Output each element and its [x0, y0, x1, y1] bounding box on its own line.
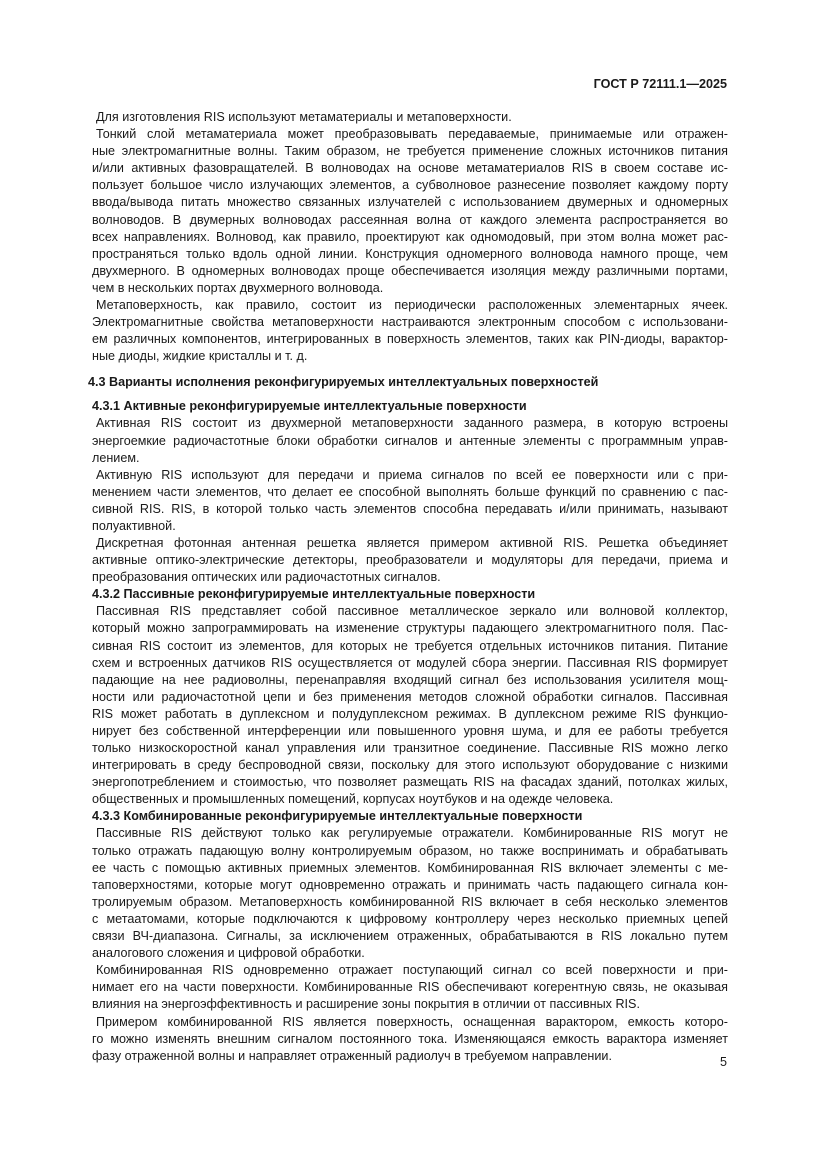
paragraph-line: ные диоды, жидкие кристаллы и т. д.: [92, 349, 308, 364]
document-header: ГОСТ Р 72111.1—2025: [593, 77, 727, 91]
paragraph-line: менением части элементов, что делает ее способной выполнять больше функций по сравнению с пас-: [92, 484, 728, 499]
paragraph-line: интегрировать в среду беспроводной связи, поскольку для этого используют оборудование с низкими: [92, 758, 728, 773]
paragraph-line: и/или активных фазовращателей. В волноводах на основе метаматериалов RIS в своем составе ис-: [92, 161, 728, 176]
paragraph-line: с метаатомами, которые подключаются к цифровому контроллеру через несколько приемных цепей: [92, 911, 728, 926]
paragraph: [88, 126, 728, 297]
paragraph-line: падающие на нее радиоволны, перенаправляя входящий сигнал без использования усилителя мощ-: [92, 672, 728, 687]
subsection-heading: 4.3.3 Комбинированные реконфигурируемые интеллектуальные поверхности: [92, 809, 583, 824]
paragraph-line: сивная RIS состоит из элементов, для которых не требуется отдельных источников питания. Питание: [92, 638, 728, 653]
paragraph-line: тролируемым образом. Метаповерхность комбинированной RIS включает в себя несколько элементов: [92, 894, 728, 909]
paragraph: [88, 603, 728, 808]
paragraph-line: сивной RIS. RIS, в которой только часть элементов способна передавать и/или принимать, называют: [92, 501, 728, 516]
paragraph-line: волноводов. В двумерных волноводах рассеянная волна от каждого элемента распространяется во: [92, 212, 728, 227]
paragraph: [88, 825, 728, 962]
subsection-heading: 4.3.1 Активные реконфигурируемые интеллектуальные поверхности: [92, 399, 527, 414]
section-heading: 4.3 Варианты исполнения реконфигурируемых интеллектуальных поверхностей: [88, 375, 599, 390]
document-body: [88, 109, 728, 1065]
paragraph-line: Пассивная RIS представляет собой пассивное металлическое зеркало или волновой коллектор,: [96, 604, 728, 619]
paragraph-line: ее часть с помощью активных приемных элементов. Комбинированная RIS включает элементы с ме-: [92, 860, 728, 875]
paragraph-line: фазу отраженной волны и направляет отраженный радиолуч в требуемом направлении.: [92, 1048, 612, 1063]
paragraph-line: энергоемкие радиочастотные блоки обработки сигналов и антенные элементы с программным управ-: [92, 433, 728, 448]
paragraph-line: пользует большое число излучающих элементов, а субволновое разнесение позволяет каждому порту: [92, 178, 728, 193]
paragraph-line: влияния на энергоэффективность и расширение зоны покрытия в отличии от пассивных RIS.: [92, 997, 640, 1012]
paragraph-line: Активную RIS используют для передачи и приема сигналов по всей ее поверхности или с при-: [96, 467, 728, 482]
paragraph-line: RIS может работать в дуплексном и полудуплексном режимах. В дуплексном режиме RIS функцио-: [92, 706, 728, 721]
paragraph-line: пространяться только вдоль одной линии. Конструкция одномерного волновода намного проще, чем: [92, 246, 728, 261]
paragraph: [88, 962, 728, 1013]
paragraph: [88, 297, 728, 365]
paragraph-line: активные оптико-электрические детекторы, преобразователи и модуляторы для передачи, приема и: [92, 553, 728, 568]
paragraph-line: ности или радиочастотной цепи и без применения методов сложной обработки сигналов. Пассивная: [92, 689, 728, 704]
paragraph-line: всех направлениях. Волновод, как правило, проектируют как одномодовый, при этом волна может рас-: [92, 229, 728, 244]
paragraph-line: Тонкий слой метаматериала может преобразовывать передаваемые, принимаемые или отражен-: [96, 127, 728, 142]
paragraph-line: Пассивные RIS действуют только как регулируемые отражатели. Комбинированные RIS могут не: [96, 826, 728, 841]
paragraph-line: Примером комбинированной RIS является поверхность, оснащенная варактором, емкость которо-: [96, 1014, 728, 1029]
paragraph-line: Дискретная фотонная антенная решетка является примером активной RIS. Решетка объединяет: [96, 536, 728, 551]
paragraph-line: только отражать падающую волну контролируемым образом, но также воспринимать и обрабатывать: [92, 843, 728, 858]
page-number: 5: [719, 1055, 727, 1069]
paragraph: [88, 109, 728, 126]
subsection-heading: 4.3.2 Пассивные реконфигурируемые интеллектуальные поверхности: [92, 587, 536, 602]
paragraph-line: полуактивной.: [92, 518, 176, 533]
paragraph-line: преобразования оптических или радиочастотных сигналов.: [92, 570, 441, 585]
paragraph-line: таповерхностями, которые могут одновременно отражать и принимать часть падающего сигнала кон-: [92, 877, 728, 892]
paragraph-line: Для изготовления RIS используют метаматериалы и метаповерхности.: [96, 110, 512, 124]
paragraph-line: Комбинированная RIS одновременно отражает поступающий сигнал со всей поверхности и при-: [96, 963, 728, 978]
paragraph-line: общественных и промышленных помещений, корпусах ноутбуков и на одежде человека.: [92, 792, 614, 807]
paragraph-line: Активная RIS состоит из двухмерной метаповерхности заданного размера, в которую встроены: [96, 416, 728, 431]
paragraph-line: нимает его на части поверхности. Комбинированные RIS обеспечивают когерентную связь, не оказывая: [92, 980, 728, 995]
paragraph-line: ввода/вывода питать множество связанных излучателей с использованием двумерных и одномерных: [92, 195, 728, 210]
paragraph-line: ные электромагнитные волны. Таким образом, не требуется применение сложных источников питания: [92, 144, 728, 159]
paragraph: [88, 535, 728, 586]
paragraph-line: ем различных компонентов, интегрированных в поверхность элементов, таких как PIN-диоды, варактор-: [92, 332, 728, 347]
paragraph-line: го можно изменять внешним сигналом постоянного тока. Изменяющаяся емкость варактора изменяет: [92, 1031, 728, 1046]
paragraph: [88, 415, 728, 466]
paragraph-line: двухмерного. В одномерных волноводах проще обеспечивается изоляция между различными портами,: [92, 263, 728, 278]
paragraph-line: энергопотреблением и стоимостью, что позволяет размещать RIS на фасадах зданий, потолках жилых,: [92, 775, 728, 790]
paragraph: [88, 1014, 728, 1065]
paragraph-line: нирует без собственной интерференции или повышенного уровня шума, и для ее работы требуется: [92, 724, 728, 738]
paragraph-line: лением.: [92, 450, 140, 465]
paragraph-line: который можно запрограммировать на изменение структуры падающего электромагнитного поля. Пас-: [92, 621, 728, 636]
paragraph-line: схем и встроенных датчиков RIS осуществляется от модулей сбора энергии. Пассивная RIS формирует: [92, 655, 728, 670]
paragraph-line: чем в нескольких портах двухмерного волновода.: [92, 280, 384, 295]
paragraph-line: Метаповерхность, как правило, состоит из периодически расположенных элементарных ячеек.: [96, 298, 728, 313]
paragraph-line: только низкоскоростной канал управления или транзитное соединение. Пассивные RIS можно легко: [92, 741, 728, 756]
paragraph-line: связи ВЧ-диапазона. Сигналы, за исключением отраженных, обрабатываются в RIS локально путем: [92, 929, 728, 944]
paragraph-line: аналогового сложения и цифровой обработки.: [92, 946, 365, 961]
paragraph: [88, 467, 728, 535]
paragraph-line: Электромагнитные свойства метаповерхности настраиваются электронным способом с использовани-: [92, 315, 728, 330]
